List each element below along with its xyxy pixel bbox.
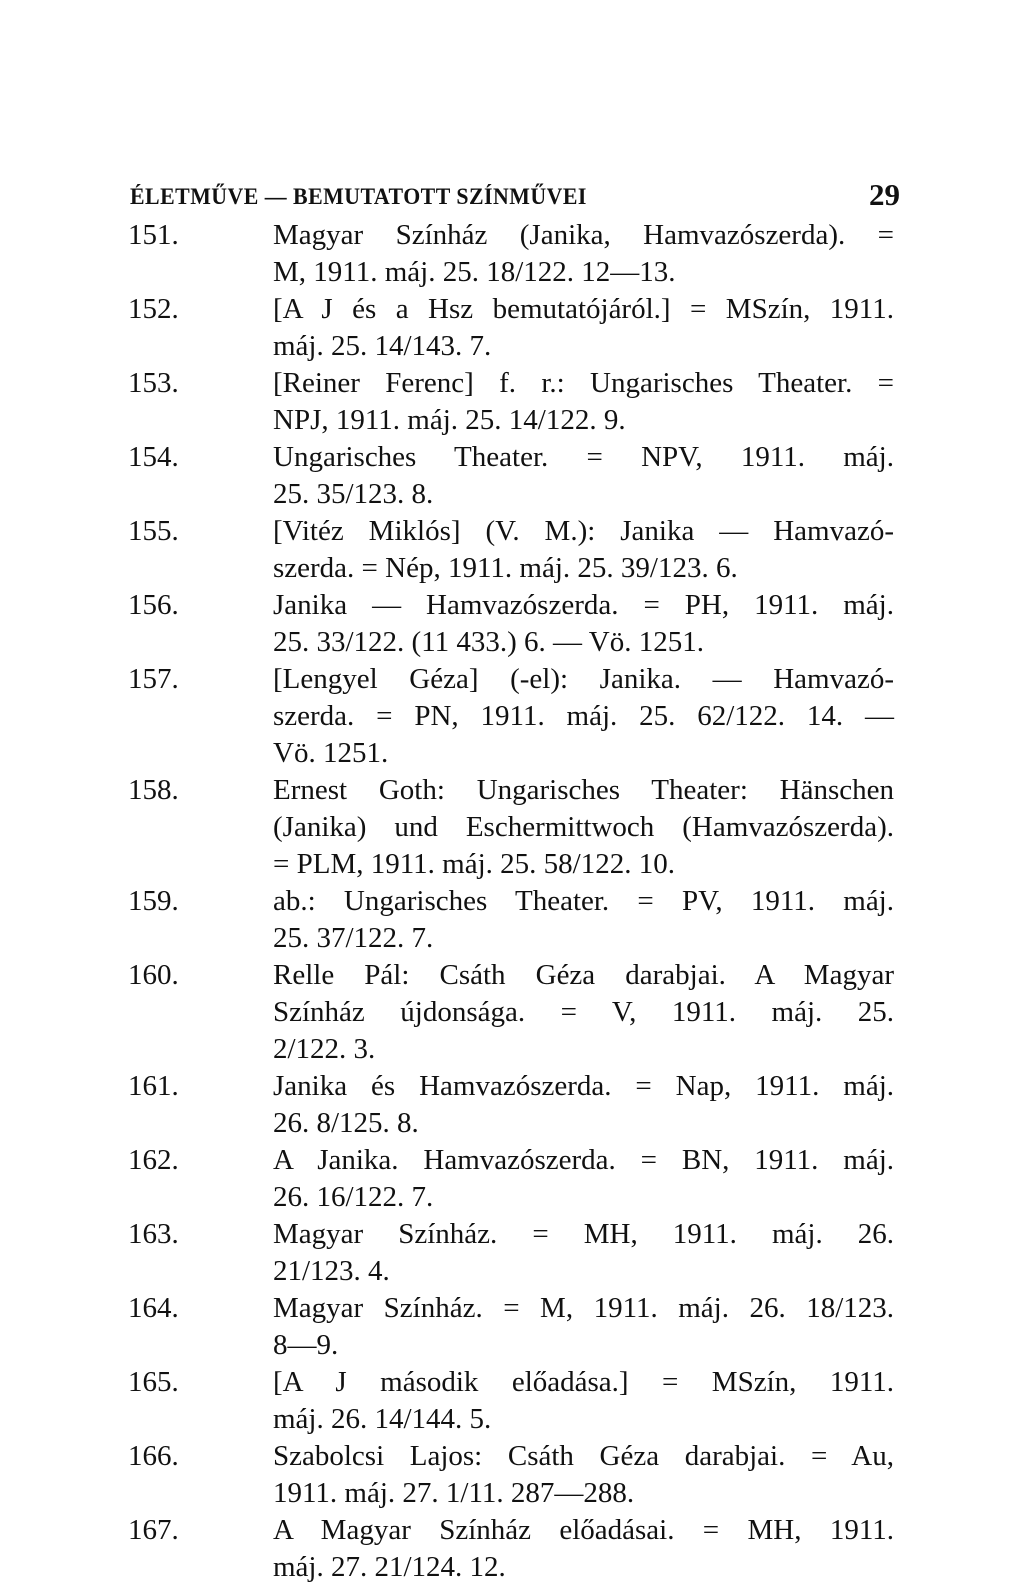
- entry-number: 159.: [128, 885, 179, 917]
- entry-number: 167.: [128, 1514, 179, 1546]
- entry-text-line: Janika — Hamvazószerda. = PH, 1911. máj.: [273, 589, 894, 621]
- entry-text-line: máj. 27. 21/124. 12.: [273, 1551, 506, 1583]
- entry-number: 153.: [128, 367, 179, 399]
- bibliography-entry: [128, 1512, 894, 1586]
- entry-text-line: Színház újdonsága. = V, 1911. máj. 25.: [273, 996, 894, 1028]
- entry-number: 160.: [128, 959, 179, 991]
- entry-text-line: Magyar Színház. = MH, 1911. máj. 26.: [273, 1218, 894, 1250]
- running-head: [130, 170, 900, 210]
- entry-text-line: [A J második előadása.] = MSzín, 1911.: [273, 1366, 894, 1398]
- entry-number: 165.: [128, 1366, 179, 1398]
- entry-number: 162.: [128, 1144, 179, 1176]
- bibliography-entry: [128, 587, 894, 661]
- entry-text-line: Janika és Hamvazószerda. = Nap, 1911. máj.: [273, 1070, 894, 1102]
- bibliography-entry: [128, 661, 894, 772]
- bibliography-entry: [128, 439, 894, 513]
- entry-text-line: [Reiner Ferenc] f. r.: Ungarisches Theater. =: [273, 367, 894, 399]
- entry-text-line: A Magyar Színház előadásai. = MH, 1911.: [273, 1514, 894, 1546]
- entry-text-line: = PLM, 1911. máj. 25. 58/122. 10.: [273, 848, 675, 880]
- entry-text-line: Ungarisches Theater. = NPV, 1911. máj.: [273, 441, 894, 473]
- entry-number: 151.: [128, 219, 179, 251]
- bibliography-entry-list: [128, 217, 894, 1586]
- entry-text-line: [Lengyel Géza] (-el): Janika. — Hamvazó-: [273, 663, 894, 695]
- entry-number: 152.: [128, 293, 179, 325]
- entry-text-line: 25. 37/122. 7.: [273, 922, 434, 954]
- bibliography-entry: [128, 217, 894, 291]
- entry-text-line: [A J és a Hsz bemutatójáról.] = MSzín, 1911.: [273, 293, 894, 325]
- bibliography-entry: [128, 772, 894, 883]
- entry-text-line: M, 1911. máj. 25. 18/122. 12—13.: [273, 256, 676, 288]
- entry-text-line: máj. 25. 14/143. 7.: [273, 330, 492, 362]
- entry-text-line: (Janika) und Eschermittwoch (Hamvazószerda).: [273, 811, 894, 843]
- entry-text-line: NPJ, 1911. máj. 25. 14/122. 9.: [273, 404, 626, 436]
- bibliography-entry: [128, 513, 894, 587]
- entry-text-line: ab.: Ungarisches Theater. = PV, 1911. máj.: [273, 885, 894, 917]
- entry-text-line: máj. 26. 14/144. 5.: [273, 1403, 492, 1435]
- bibliography-entry: [128, 1290, 894, 1364]
- bibliography-entry: [128, 1364, 894, 1438]
- entry-number: 158.: [128, 774, 179, 806]
- entry-number: 163.: [128, 1218, 179, 1250]
- entry-text-line: A Janika. Hamvazószerda. = BN, 1911. máj.: [273, 1144, 894, 1176]
- running-head-title: ÉLETMŰVE — BEMUTATOTT SZÍNMŰVEI: [130, 184, 587, 209]
- entry-number: 155.: [128, 515, 179, 547]
- entry-text-line: Relle Pál: Csáth Géza darabjai. A Magyar: [273, 959, 894, 991]
- entry-text-line: 26. 8/125. 8.: [273, 1107, 419, 1139]
- entry-text-line: 21/123. 4.: [273, 1255, 390, 1287]
- entry-number: 161.: [128, 1070, 179, 1102]
- bibliography-entry: [128, 883, 894, 957]
- entry-number: 154.: [128, 441, 179, 473]
- entry-text-line: [Vitéz Miklós] (V. M.): Janika — Hamvazó-: [273, 515, 894, 547]
- entry-text-line: 1911. máj. 27. 1/11. 287—288.: [273, 1477, 635, 1509]
- bibliography-entry: [128, 957, 894, 1068]
- bibliography-entry: [128, 1438, 894, 1512]
- entry-text-line: Ernest Goth: Ungarisches Theater: Hänschen: [273, 774, 894, 806]
- entry-text-line: 8—9.: [273, 1329, 339, 1361]
- entry-text-line: 25. 35/123. 8.: [273, 478, 434, 510]
- bibliography-entry: [128, 291, 894, 365]
- entry-text-line: 25. 33/122. (11 433.) 6. — Vö. 1251.: [273, 626, 704, 658]
- entry-number: 166.: [128, 1440, 179, 1472]
- entry-number: 156.: [128, 589, 179, 621]
- entry-text-line: Magyar Színház. = M, 1911. máj. 26. 18/123.: [273, 1292, 894, 1324]
- bibliography-entry: [128, 1068, 894, 1142]
- entry-text-line: 26. 16/122. 7.: [273, 1181, 434, 1213]
- bibliography-entry: [128, 365, 894, 439]
- entry-number: 164.: [128, 1292, 179, 1324]
- entry-text-line: Vö. 1251.: [273, 737, 389, 769]
- page-number: 29: [869, 177, 900, 212]
- entry-text-line: szerda. = Nép, 1911. máj. 25. 39/123. 6.: [273, 552, 738, 584]
- bibliography-entry: [128, 1216, 894, 1290]
- entry-text-line: Szabolcsi Lajos: Csáth Géza darabjai. = Au,: [273, 1440, 894, 1472]
- entry-text-line: Magyar Színház (Janika, Hamvazószerda). =: [273, 219, 894, 251]
- entry-number: 157.: [128, 663, 179, 695]
- bibliography-entry: [128, 1142, 894, 1216]
- entry-text-line: szerda. = PN, 1911. máj. 25. 62/122. 14. —: [273, 700, 894, 732]
- entry-text-line: 2/122. 3.: [273, 1033, 376, 1065]
